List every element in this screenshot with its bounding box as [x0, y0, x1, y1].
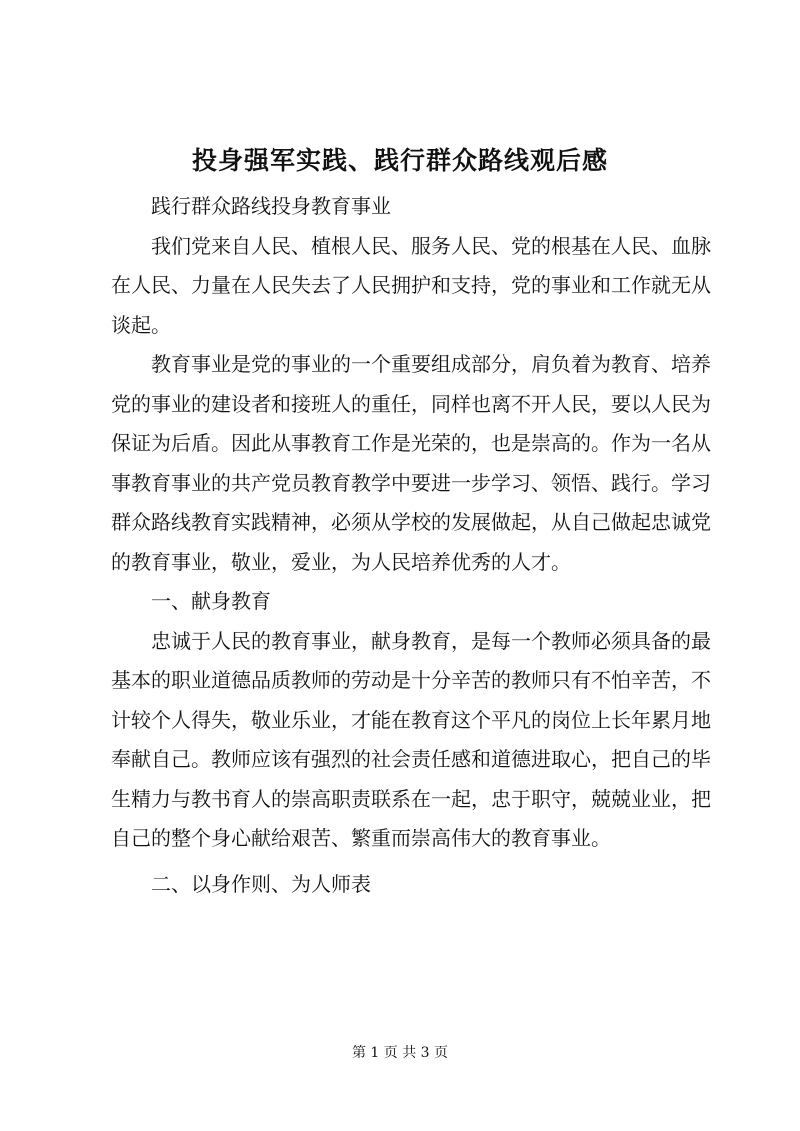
document-title: 投身强军实践、践行群众路线观后感	[191, 146, 608, 175]
paragraph: 我们党来自人民、植根人民、服务人民、党的根基在人民、血脉在人民、力量在人民失去了人民拥护和支持，党的事业和工作就无从谈起。	[111, 233, 711, 337]
page-number-footer: 第 1 页 共 3 页	[351, 1045, 449, 1061]
paragraph-subtitle: 践行群众路线投身教育事业	[151, 194, 391, 218]
section-heading: 二、以身作则、为人师表	[151, 871, 371, 896]
document-body	[111, 187, 711, 904]
paragraph: 忠诚于人民的教育事业，献身教育，是每一个教师必须具备的最基本的职业道德品质教师的劳动是十分辛苦的教师只有不怕辛苦，不计较个人得失，敬业乐业，才能在教育这个平凡的岗位上长年累月地奉献自己。教师应该有强烈的社会责任感和道德进取心，把自己的毕生精力与教书育人的崇高职责联系在一起，忠于职守，兢兢业业，把自己的整个身心献给艰苦、繁重而崇高伟大的教育事业。	[111, 628, 711, 850]
section-heading: 一、献身教育	[151, 589, 271, 613]
paragraph: 教育事业是党的事业的一个重要组成部分，肩负着为教育、培养党的事业的建设者和接班人的重任，同样也离不开人民，要以人民为保证为后盾。因此从事教育工作是光荣的，也是崇高的。作为一名从事教育事业的共产党员教育教学中要进一步学习、领悟、践行。学习群众路线教育实践精神，必须从学校的发展做起，从自己做起忠诚党的教育事业，敬业，爱业，为人民培养优秀的人才。	[111, 352, 711, 574]
